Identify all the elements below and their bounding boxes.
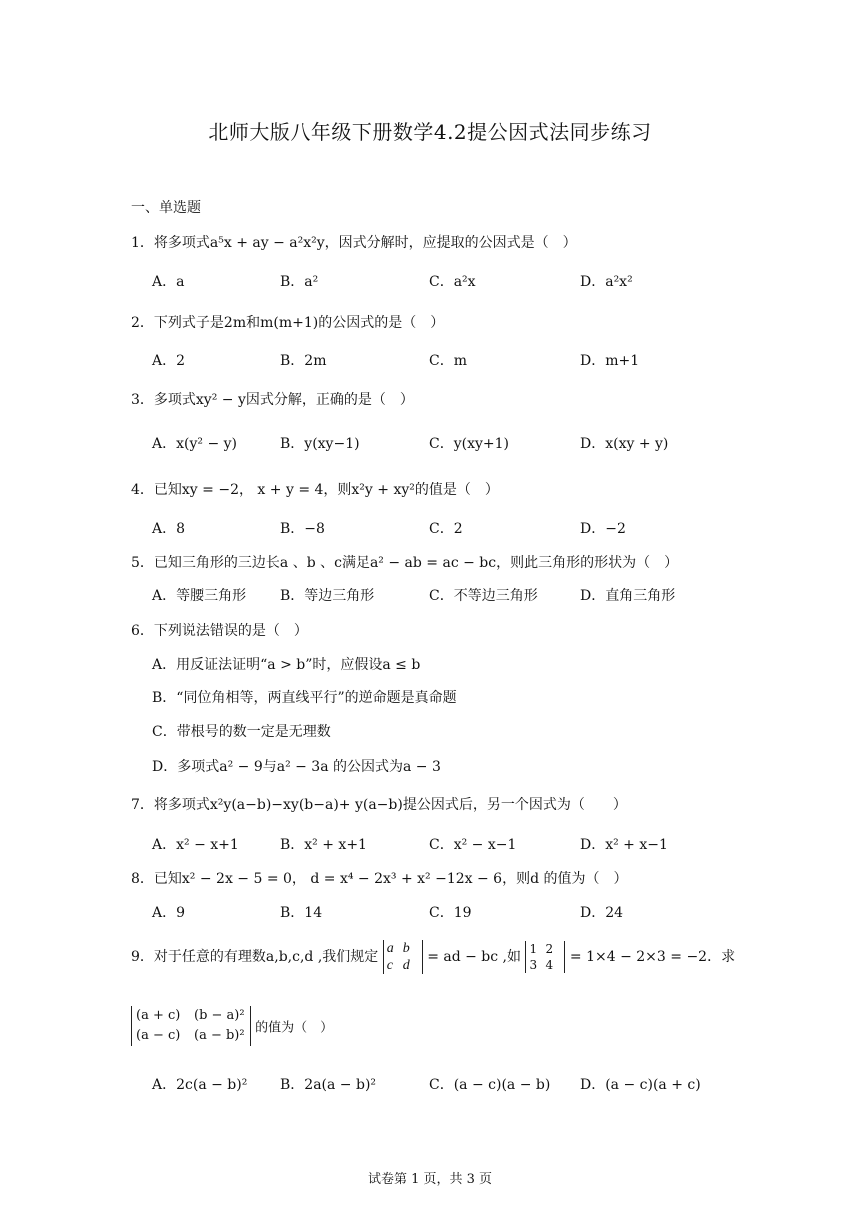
question-9-definition: = ad − bc ,如 bbox=[427, 949, 522, 965]
option-a: A．2 bbox=[152, 353, 186, 369]
page-title: 北师大版八年级下册数学4.2提公因式法同步练习 bbox=[208, 120, 652, 144]
question-3-options bbox=[152, 433, 712, 455]
option-d: D．(a − c)(a + c) bbox=[580, 1077, 701, 1093]
option-a: A．9 bbox=[152, 905, 186, 921]
option-c: C．x² − x−1 bbox=[429, 837, 517, 853]
option-c: C．a²x bbox=[429, 274, 476, 290]
option-b: B．x² + x+1 bbox=[280, 837, 367, 853]
option-c: C．19 bbox=[429, 905, 472, 921]
option-a: A．a bbox=[152, 274, 185, 290]
definition-determinant: a b c d bbox=[383, 940, 423, 974]
option-a: A．x² − x+1 bbox=[152, 837, 239, 853]
question-5-options bbox=[152, 585, 712, 607]
option-d: D．−2 bbox=[580, 521, 626, 537]
option-c: C．y(xy+1) bbox=[429, 436, 509, 452]
statement-c: C．带根号的数一定是无理数 bbox=[152, 724, 331, 740]
option-b: B．y(xy−1) bbox=[280, 436, 360, 452]
question-9-options bbox=[152, 1074, 712, 1096]
option-d: D．a²x² bbox=[580, 274, 633, 290]
question-7-options bbox=[152, 834, 712, 856]
question-2-options bbox=[152, 350, 712, 372]
option-b: B．14 bbox=[280, 905, 323, 921]
question-9-example: = 1×4 − 2×3 = −2．求 bbox=[569, 949, 736, 965]
question-9-ask: 的值为（ ） bbox=[255, 1020, 334, 1036]
section-heading: 一、单选题 bbox=[131, 200, 201, 216]
option-c: C．m bbox=[429, 353, 467, 369]
question-9 bbox=[131, 940, 735, 974]
option-b: B．2m bbox=[280, 353, 327, 369]
statement-a: A．用反证法证明“a > b”时，应假设a ≤ b bbox=[152, 657, 421, 673]
question-1-options bbox=[152, 271, 712, 293]
question-5: 5．已知三角形的三边长a 、b 、c满足a² − ab = ac − bc，则此三角形的形状为（ ） bbox=[131, 555, 679, 571]
question-3: 3．多项式xy² − y因式分解，正确的是（ ） bbox=[131, 392, 414, 408]
asked-determinant: (a + c) (b − a)² (a − c) (a − b)² bbox=[131, 1006, 251, 1046]
statement-b: B．“同位角相等，两直线平行”的逆命题是真命题 bbox=[152, 690, 457, 706]
page-footer: 试卷第 1 页，共 3 页 bbox=[367, 1172, 493, 1187]
option-d: D．24 bbox=[580, 905, 624, 921]
option-a: A．等腰三角形 bbox=[152, 588, 247, 604]
option-a: A．8 bbox=[152, 521, 186, 537]
option-c: C．2 bbox=[429, 521, 463, 537]
question-8: 8．已知x² − 2x − 5 = 0， d = x⁴ − 2x³ + x² −12x − 6，则d 的值为（ ） bbox=[131, 871, 628, 887]
statement-d: D．多项式a² − 9与a² − 3a 的公因式为a − 3 bbox=[152, 759, 441, 775]
option-a: A．2c(a − b)² bbox=[152, 1077, 248, 1093]
example-determinant: 1 2 3 4 bbox=[525, 941, 565, 973]
question-6: 6．下列说法错误的是（ ） bbox=[131, 623, 308, 639]
option-b: B．等边三角形 bbox=[280, 588, 375, 604]
question-1: 1．将多项式a⁵x + ay − a²x²y，因式分解时，应提取的公因式是（ ） bbox=[131, 235, 577, 251]
option-a: A．x(y² − y) bbox=[152, 436, 237, 452]
option-d: D．x² + x−1 bbox=[580, 837, 668, 853]
question-4: 4．已知xy = −2， x + y = 4，则x²y + xy²的值是（ ） bbox=[131, 482, 499, 498]
option-b: B．−8 bbox=[280, 521, 325, 537]
option-b: B．a² bbox=[280, 274, 319, 290]
question-8-options bbox=[152, 902, 712, 924]
option-c: C．不等边三角形 bbox=[429, 588, 538, 604]
option-d: D．直角三角形 bbox=[580, 588, 676, 604]
question-9-lead: 9．对于任意的有理数a,b,c,d ,我们规定 bbox=[131, 949, 379, 965]
option-b: B．2a(a − b)² bbox=[280, 1077, 377, 1093]
option-d: D．x(xy + y) bbox=[580, 436, 669, 452]
option-d: D．m+1 bbox=[580, 353, 640, 369]
question-9-determinant bbox=[131, 1006, 333, 1046]
question-4-options bbox=[152, 518, 712, 540]
question-7: 7．将多项式x²y(a−b)−xy(b−a)+ y(a−b)提公因式后，另一个因式为（ ） bbox=[131, 797, 627, 813]
question-2: 2．下列式子是2m和m(m+1)的公因式的是（ ） bbox=[131, 315, 445, 331]
option-c: C．(a − c)(a − b) bbox=[429, 1077, 551, 1093]
